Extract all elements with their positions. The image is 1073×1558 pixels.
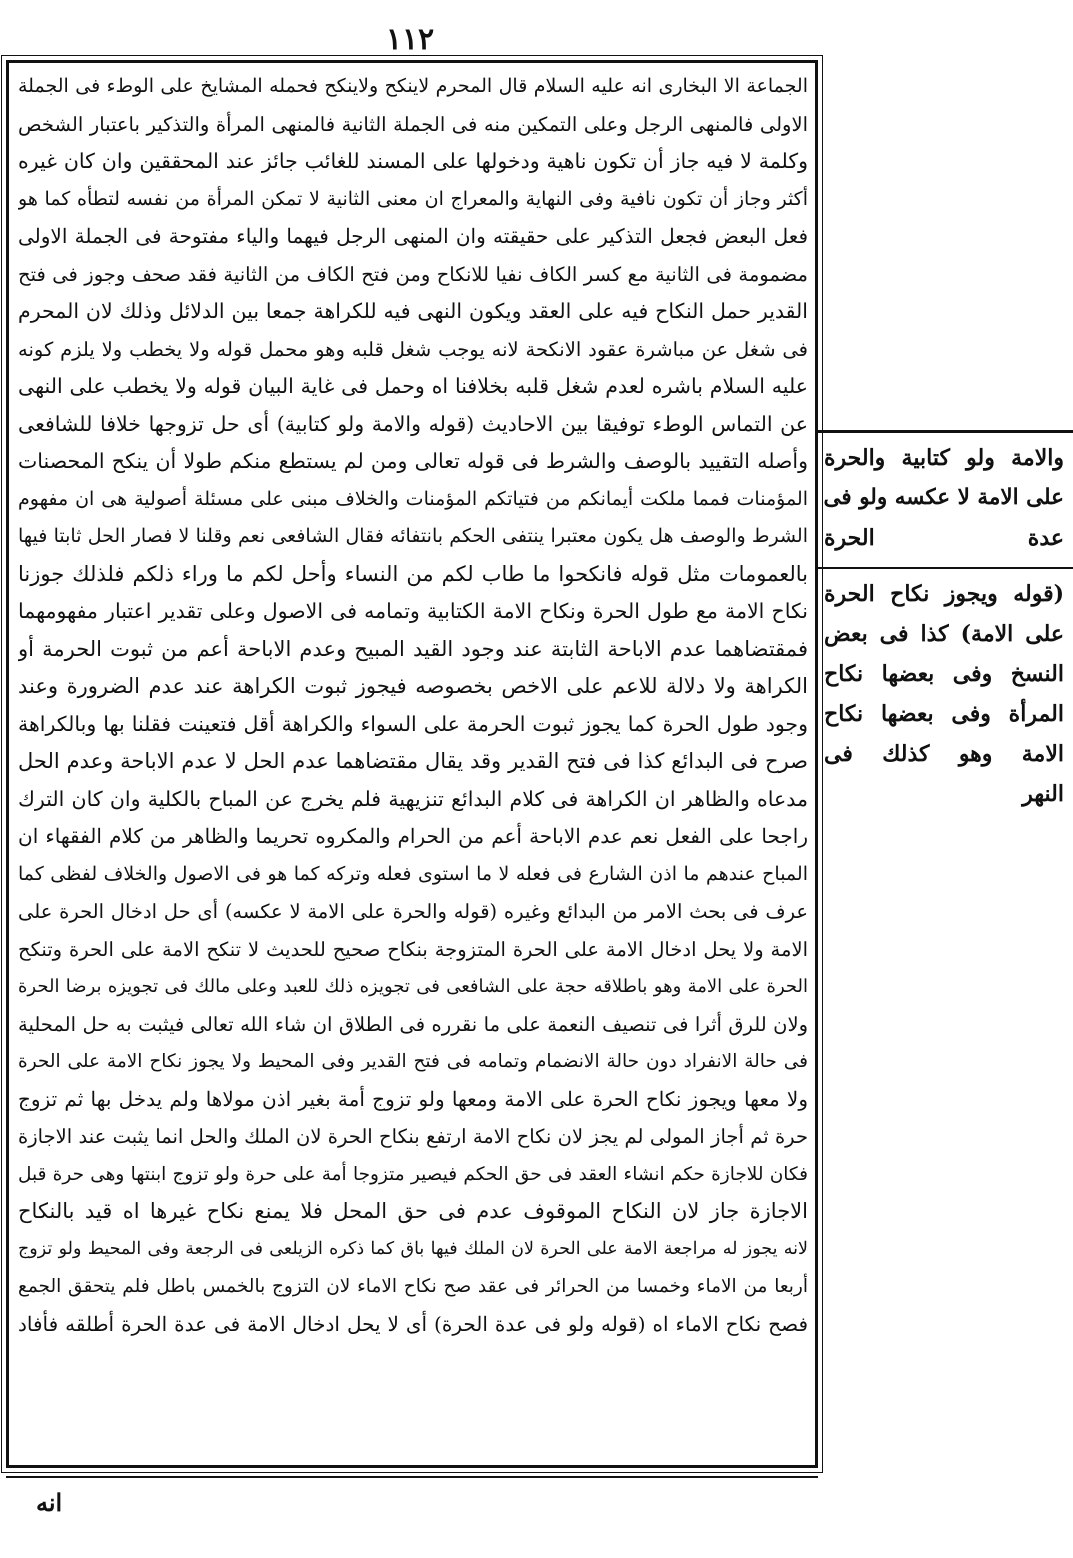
text-line: نكاح الامة مع طول الحرة ونكاح الامة الكتابية وتمامه فى الاصول وعلى تقدير اعتبار مفهومهما [18, 599, 808, 623]
text-line: أكثر وجاز أن تكون نافية وفى النهاية والمعراج ان معنى الثانية لا تمكن المرأة من نفسه لتطأه كما هو [18, 187, 808, 210]
margin-matn-line: على الامة لا عكسه ولو فى [823, 485, 1064, 510]
text-line: الاجازة جاز لان النكاح الموقوف عدم فى حق المحل فلا يمنع نكاح غيرها اه قيد بالنكاح [18, 1199, 808, 1223]
text-line: الشرط والوصف هل يكون معتبرا ينتفى الحكم بانتفائه فقال الشافعى نعم وقلنا لا فصار الحل ثابتا فيها [18, 525, 808, 547]
text-line: فكان للاجازة حكم انشاء العقد فى حق الحكم فيصير متزوجا أمة على حرة ولو تزوج ابنتها وهى حرة قبل [18, 1163, 808, 1185]
text-line: ولا معها ويجوز نكاح الحرة على الامة ومعها ولو تزوج أمة بغير اذن مولاها ولم يدخل بها ثم تزوج [18, 1086, 808, 1111]
text-line: ولان للرق أثرا فى تنصيف النعمة على ما نقرره فى الطلاق ان شاء الله تعالى فيثبت به حل المحلية [18, 1012, 808, 1036]
text-line: الجماعة الا البخارى انه عليه السلام قال المحرم لاينكح ولاينكح فحمله المشايخ على الوطء فى الجملة [18, 75, 808, 97]
text-line: وكلمة لا فيه جاز أن تكون ناهية ودخولها على المسند للغائب جائز عند المحققين وان كان غيره [18, 149, 808, 173]
text-line: الكراهة ولا دلالة للاعم على الاخص بخصوصه فيجوز ثبوت الكراهة عند عدم الضرورة وعند [18, 674, 808, 698]
text-line: فصح نكاح الاماء اه (قوله ولو فى عدة الحرة) أى لا يحل ادخال الامة فى عدة الحرة أطلقه فأفاد [18, 1311, 808, 1336]
page-number: ١١٢ [385, 22, 435, 57]
text-line: المباح عندهم ما اذن الشارع فى فعله لا ما استوى فعله وتركه كما هو فى الاصول والخلاف لفظى كما [18, 862, 808, 885]
margin-gloss-note [824, 574, 1064, 814]
margin-divider-top [818, 430, 1073, 433]
main-commentary-text [18, 68, 808, 1460]
text-line: مدعاه والظاهر ان الكراهة فى كلام البدائع تنزيهية فلم يخرج عن المباح بالكلية وان كان الترك [18, 786, 808, 811]
text-line: بالعمومات مثل قوله فانكحوا ما طاب لكم من النساء وأحل لكم ما وراء ذلكم فلذلك جوزنا [18, 561, 808, 586]
text-line: فى شغل عن مباشرة عقود الانكحة لانه يوجب شغل قلبه وهو محمل قوله ولا يخطب ولا يلزم كونه [18, 337, 808, 361]
text-line: القدير حمل النكاح فيه على العقد ويكون النهى فيه للكراهة جمعا بين الدلائل وذلك لان المحرم [18, 299, 808, 323]
margin-matn-line: عدة الحرة [824, 525, 1064, 551]
text-line: المؤمنات فمما ملكت أيمانكم من فتياتكم المؤمنات والخلاف مبنى على مسئلة أصولية هى ان مفهوم [18, 487, 808, 510]
text-line: وأصله التقييد بالوصف والشرط فى قوله تعالى ومن لم يستطع منكم طولا أن ينكح المحصنات [18, 449, 808, 473]
margin-note-line: (قوله ويجوز نكاح الحرة [824, 581, 1064, 607]
text-line: صرح فى البدائع كذا فى فتح القدير وقد يقال مقتضاهما عدم الحل لا عدم الاباحة وعدم الحل [18, 749, 808, 773]
margin-divider-middle [818, 567, 1073, 569]
text-line: الحرة على الامة وهو باطلاقه حجة على الشافعى فى تجويزه ذلك للعبد وعلى مالك فى تجويزه برضا الحرة [18, 976, 808, 997]
margin-note-line: النهر [1022, 781, 1064, 807]
text-line: الاولى فالمنهى الرجل وعلى التمكين منه فى الجملة الثانية فالمنهى المرأة والتذكير باعتبار الشخص [18, 112, 808, 136]
text-line: الامة ولا يحل ادخال الامة على الحرة المتزوجة بنكاح صحيح للحديث لا تنكح الامة على الحرة وتنكح [18, 937, 808, 961]
text-line: أربعا من الاماء وخمسا من الحرائر فى عقد صح نكاح الاماء لان التزوج بالخمس باطل فلم يتحقق الجمع [18, 1276, 808, 1297]
text-line: لانه يجوز له مراجعة الامة على الحرة لان الملك فيها باق كما ذكره الزيلعى فى الرجعة وفى المحيط ولو تزوج [18, 1238, 808, 1259]
text-line: مضمومة فى الثانية مع كسر الكاف نفيا للانكاح ومن فتح الكاف من الثانية فقد صحف وجوز فى فتح [18, 262, 808, 286]
text-line: عليه السلام باشره لعدم شغل قلبه بخلافنا اه وحمل فى غاية البيان قوله ولا يخطب على النهى [18, 374, 808, 398]
margin-note-line: النسخ وفى بعضها نكاح [824, 661, 1064, 687]
text-line: عن التماس الوطء توفيقا بين الاحاديث (قوله والامة ولو كتابية) أى حل تزوجها خلافا للشافعى [18, 411, 808, 436]
margin-note-line: الامة وهو كذلك فى [824, 741, 1064, 767]
text-line: راجحا على الفعل نعم عدم الاباحة أعم من الحرام والمكروه تحريما والظاهر من كلام الفقهاء ان [18, 824, 808, 848]
text-line: فى حالة الانفراد دون حالة الانضمام وتمامه فى فتح القدير وفى المحيط ولا يجوز نكاح الامة على الحرة [18, 1051, 808, 1072]
text-line: عرف فى بحث الامر من البدائع وغيره (قوله والحرة على الامة لا عكسه) أى حل ادخال الحرة على [18, 900, 808, 923]
bottom-rule [6, 1476, 818, 1478]
text-line: فعل البعض فجعل التذكير على حقيقته وان المنهى الرجل فيهما والياء مفتوحة فى الجملة الاولى [18, 224, 808, 248]
text-line: وجود طول الحرة كما يجوز ثبوت الحرمة على السواء والكراهة أقل فتعينت فقلنا بها وبالكراهة [18, 711, 808, 736]
margin-matn-line: والامة ولو كتابية والحرة [824, 445, 1064, 471]
text-line: حرة ثم أجاز المولى لم يجز لان نكاح الامة ارتفع بنكاح الحرة لان الملك والحل انما يثبت عند الاجازة [18, 1125, 808, 1148]
margin-note-line: المرأة وفى بعضها نكاح [824, 701, 1064, 727]
margin-matn-text [824, 438, 1064, 558]
margin-note-line: على الامة) كذا فى بعض [824, 621, 1064, 647]
text-line: فمقتضاهما عدم الاباحة الثابتة عند وجود القيد المبيح وعدم الاباحة أعم من ثبوت الحرمة أو [18, 636, 808, 661]
catchword: انه [36, 1488, 63, 1517]
